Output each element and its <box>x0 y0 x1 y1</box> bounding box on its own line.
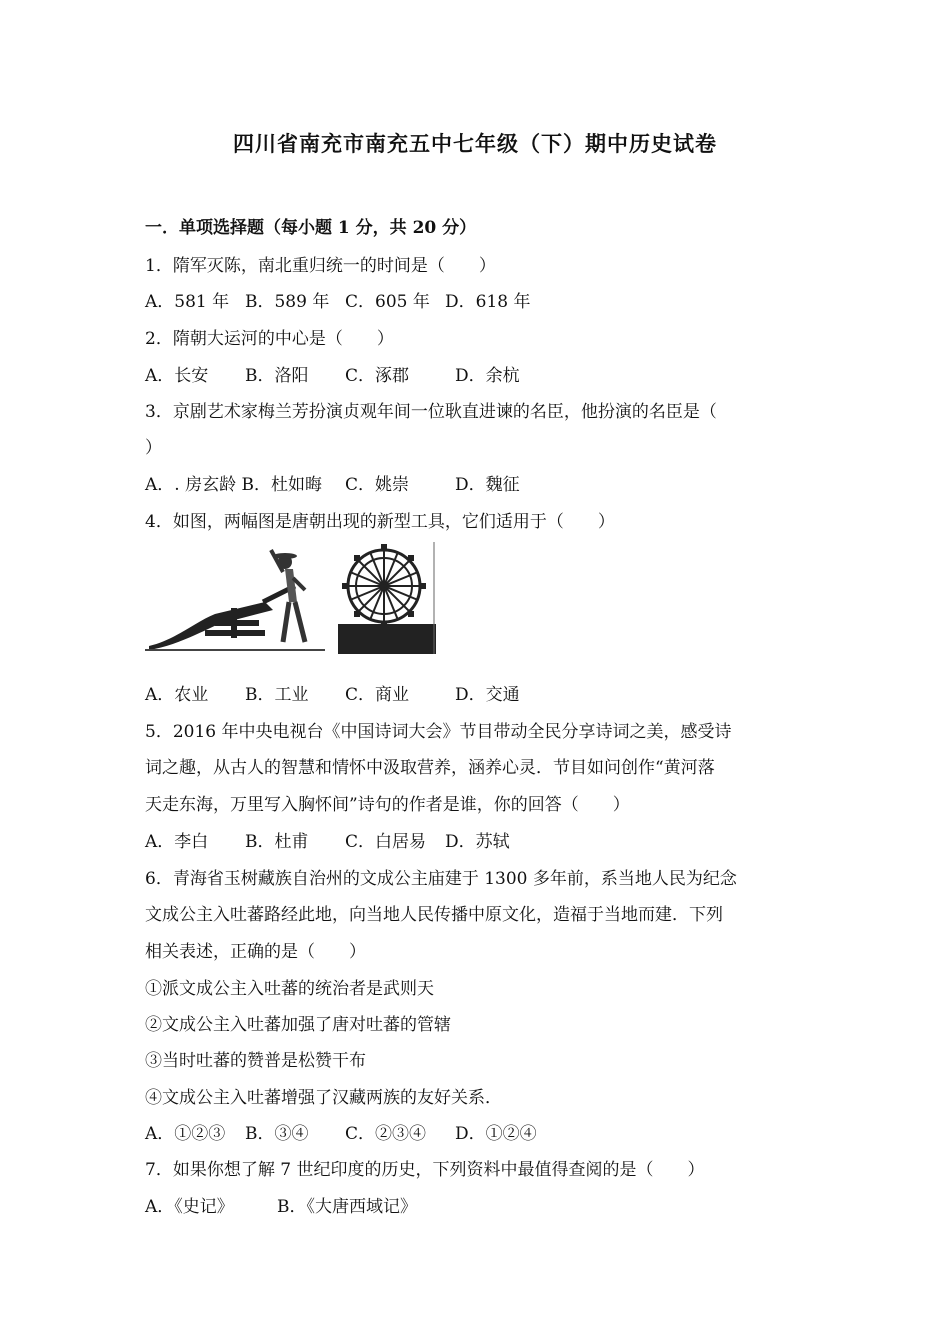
water-wheel-figure <box>338 542 436 654</box>
question-4-stem: 4．如图，两幅图是唐朝出现的新型工具，它们适用于（ ） <box>145 512 615 532</box>
option-b[interactable]: B．工业 <box>245 685 309 705</box>
option-a[interactable]: A．李白 <box>145 832 209 852</box>
option-c[interactable]: C．涿郡 <box>345 366 410 386</box>
option-b[interactable]: B．杜甫 <box>245 832 309 852</box>
question-3-options <box>145 474 810 496</box>
question-7-options <box>145 1196 810 1218</box>
question-3-stem-cont: ） <box>145 438 162 458</box>
question-1-options <box>145 291 810 313</box>
question-5-stem-cont: 天走东海，万里写入胸怀间”诗句的作者是谁，你的回答（ ） <box>145 795 630 815</box>
option-d[interactable]: D．①②④ <box>455 1124 537 1144</box>
section-heading: 一．单项选择题（每小题 1 分，共 20 分） <box>145 218 477 238</box>
option-d[interactable]: D．苏轼 <box>445 832 510 852</box>
option-b[interactable]: B．《大唐西域记》 <box>277 1197 417 1217</box>
question-5-stem-cont: 词之趣，从古人的智慧和情怀中汲取营养，涵养心灵．节目如问创作“黄河落 <box>145 758 715 778</box>
option-a[interactable]: A．①②③ <box>145 1124 226 1144</box>
question-5-options <box>145 831 810 853</box>
option-a[interactable]: A．《史记》 <box>145 1197 234 1217</box>
question-5-stem: 5．2016 年中央电视台《中国诗词大会》节目带动全民分享诗词之美，感受诗 <box>145 722 732 742</box>
option-b[interactable]: B．589 年 <box>245 292 330 312</box>
curved-plow-figure <box>145 542 325 654</box>
question-6-options <box>145 1123 810 1145</box>
question-2-options <box>145 365 810 387</box>
option-a[interactable]: A．581 年 <box>145 292 230 312</box>
page-title: 四川省南充市南充五中七年级（下）期中历史试卷 <box>233 131 717 156</box>
option-a[interactable]: A．农业 <box>145 685 209 705</box>
option-c[interactable]: C．605 年 <box>345 292 430 312</box>
option-d[interactable]: D．交通 <box>455 685 520 705</box>
question-7-stem: 7．如果你想了解 7 世纪印度的历史，下列资料中最值得查阅的是（ ） <box>145 1160 705 1180</box>
statement-2: ②文成公主入吐蕃加强了唐对吐蕃的管辖 <box>145 1015 451 1035</box>
option-a[interactable]: A．长安 <box>145 366 209 386</box>
question-6-stem-cont: 相关表述，正确的是（ ） <box>145 942 366 962</box>
question-6-stem: 6．青海省玉树藏族自治州的文成公主庙建于 1300 多年前，系当地人民为纪念 <box>145 869 737 889</box>
option-c[interactable]: C．②③④ <box>345 1124 427 1144</box>
statement-3: ③当时吐蕃的赞普是松赞干布 <box>145 1051 366 1071</box>
question-1-stem: 1．隋军灭陈，南北重归统一的时间是（ ） <box>145 256 496 276</box>
question-3-stem: 3．京剧艺术家梅兰芳扮演贞观年间一位耿直进谏的名臣，他扮演的名臣是（ <box>145 402 717 422</box>
option-d[interactable]: D．余杭 <box>455 366 520 386</box>
statement-1: ①派文成公主入吐蕃的统治者是武则天 <box>145 979 434 999</box>
option-b[interactable]: B．洛阳 <box>245 366 309 386</box>
statement-4: ④文成公主入吐蕃增强了汉藏两族的友好关系． <box>145 1088 502 1108</box>
option-b[interactable]: B．③④ <box>245 1124 309 1144</box>
question-4-options <box>145 684 810 706</box>
question-2-stem: 2．隋朝大运河的中心是（ ） <box>145 329 394 349</box>
option-d[interactable]: D．618 年 <box>445 292 531 312</box>
option-c[interactable]: C．商业 <box>345 685 410 705</box>
option-ab[interactable]: A．. 房玄龄 B．杜如晦 <box>145 475 322 495</box>
question-6-stem-cont: 文成公主入吐蕃路经此地，向当地人民传播中原文化，造福于当地而建．下列 <box>145 905 723 925</box>
option-c[interactable]: C．白居易 <box>345 832 427 852</box>
option-d[interactable]: D．魏征 <box>455 475 520 495</box>
option-c[interactable]: C．姚崇 <box>345 475 410 495</box>
